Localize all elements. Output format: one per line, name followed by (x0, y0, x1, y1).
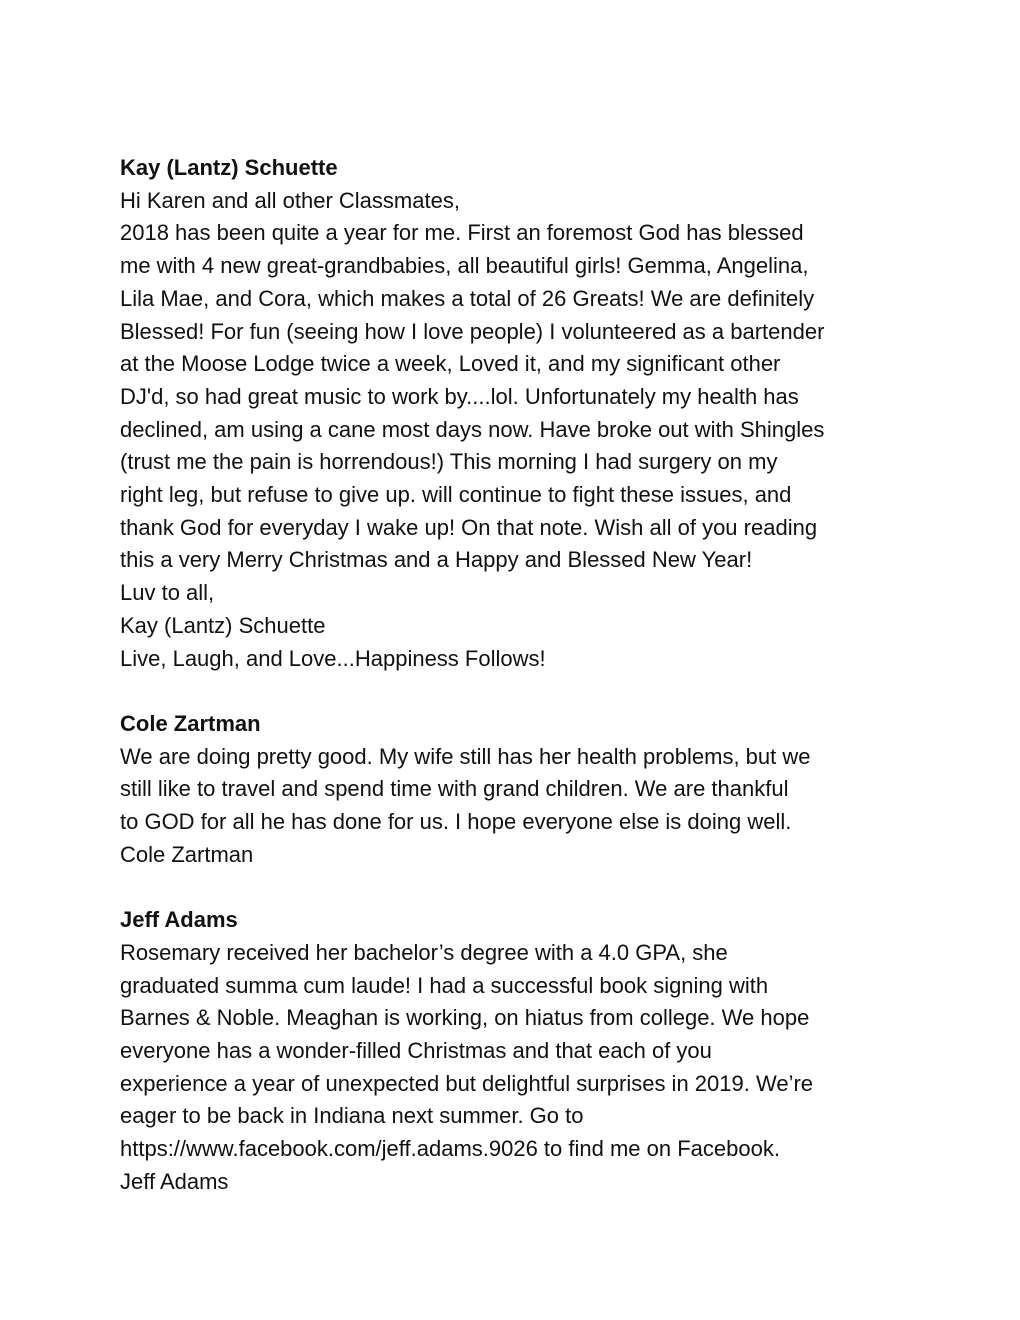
text-line: Live, Laugh, and Love...Happiness Follows! (120, 645, 546, 671)
document-page (120, 152, 920, 1198)
entry-jeff-adams (120, 904, 920, 1198)
text-line: this a very Merry Christmas and a Happy and Blessed New Year! (120, 547, 753, 573)
text-line: at the Moose Lodge twice a week, Loved it, and my significant other (120, 351, 781, 377)
entry-author-name: Jeff Adams (120, 907, 238, 933)
text-line: Blessed! For fun (seeing how I love people) I volunteered as a bartender (120, 318, 825, 344)
text-line: (trust me the pain is horrendous!) This morning I had surgery on my (120, 449, 778, 475)
entry-kay-schuette (120, 152, 920, 675)
text-line: We are doing pretty good. My wife still has her health problems, but we (120, 743, 811, 769)
text-line: thank God for everyday I wake up! On that note. Wish all of you reading (120, 514, 818, 540)
text-line: Kay (Lantz) Schuette (120, 612, 326, 638)
text-line: Hi Karen and all other Classmates, (120, 187, 460, 213)
text-line: Luv to all, (120, 580, 215, 606)
text-line: Rosemary received her bachelor’s degree with a 4.0 GPA, she (120, 939, 728, 965)
text-line: graduated summa cum laude! I had a successful book signing with (120, 972, 769, 998)
text-line: declined, am using a cane most days now. Have broke out with Shingles (120, 416, 825, 442)
text-line: experience a year of unexpected but delightful surprises in 2019. We’re (120, 1070, 814, 1096)
text-line: right leg, but refuse to give up. will continue to fight these issues, and (120, 482, 792, 508)
text-line: Cole Zartman (120, 841, 254, 867)
text-line: Barnes & Noble. Meaghan is working, on hiatus from college. We hope (120, 1005, 810, 1031)
entry-cole-zartman (120, 708, 920, 872)
text-line: DJ'd, so had great music to work by....lol. Unfortunately my health has (120, 383, 799, 409)
text-line: me with 4 new great-grandbabies, all beautiful girls! Gemma, Angelina, (120, 253, 809, 279)
text-line: 2018 has been quite a year for me. First an foremost God has blessed (120, 220, 804, 246)
text-line: still like to travel and spend time with grand children. We are thankful (120, 776, 789, 802)
text-line: everyone has a wonder-filled Christmas and that each of you (120, 1037, 712, 1063)
text-line: to GOD for all he has done for us. I hope everyone else is doing well. (120, 809, 792, 835)
text-line: Jeff Adams (120, 1168, 229, 1194)
text-line: eager to be back in Indiana next summer. Go to (120, 1103, 584, 1129)
facebook-link-text: https://www.facebook.com/jeff.adams.9026 to find me on Facebook. (120, 1136, 780, 1162)
entry-author-name: Cole Zartman (120, 710, 261, 736)
text-line: Lila Mae, and Cora, which makes a total of 26 Greats! We are definitely (120, 285, 815, 311)
entry-author-name: Kay (Lantz) Schuette (120, 155, 338, 180)
